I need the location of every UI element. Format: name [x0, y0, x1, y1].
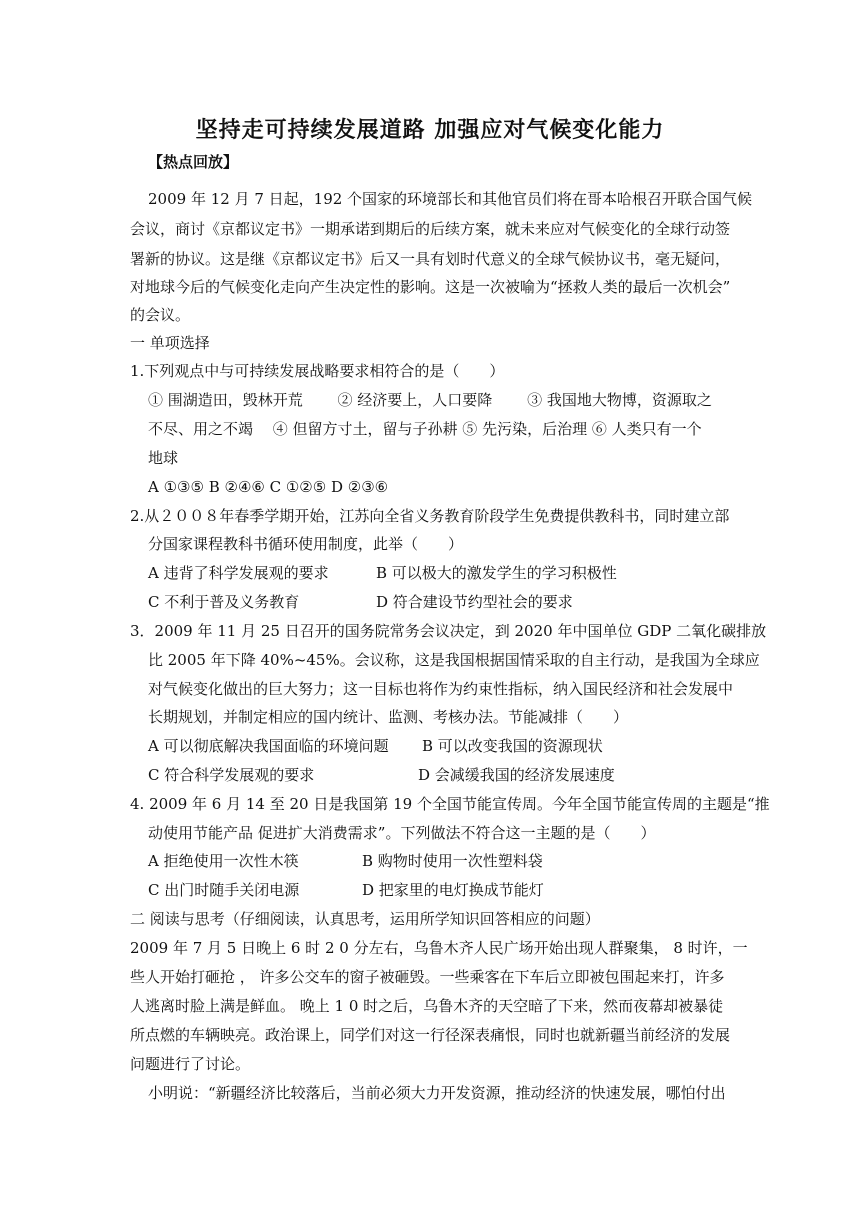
section-label: 【热点回放】	[148, 153, 239, 171]
reading-line: 些人开始打砸抢 ， 许多公交车的窗子被砸毁。一些乘客在下车后立即被包围起来打，许多	[130, 968, 725, 986]
intro-line: 2009 年 12 月 7 日起，192 个国家的环境部长和其他官员们将在哥本哈根召开联合国气候	[148, 190, 753, 208]
question-2-stem: 2.从２００８年春季学期开始，江苏向全省义务教育阶段学生免费提供教科书，同时建立部	[130, 507, 730, 525]
question-1-body: ① 围湖造田，毁林开荒 ② 经济要上，人口要降 ③ 我国地大物博，资源取之	[148, 391, 712, 409]
question-3-line: 3．2009 年 11 月 25 日召开的国务院常务会议决定，到 2020 年中国单位 GDP 二氧化碳排放	[130, 622, 767, 640]
part2-heading: 二 阅读与思考（仔细阅读，认真思考，运用所学知识回答相应的问题）	[130, 910, 600, 928]
question-2-stem: 分国家课程教科书循环使用制度，此举（ ）	[148, 535, 464, 553]
question-3-option-a: A 可以彻底解决我国面临的环境问题	[148, 737, 389, 755]
question-2-option-b: B 可以极大的激发学生的学习积极性	[376, 564, 617, 582]
question-3-line: 比 2005 年下降 40%~45%。会议称，这是我国根据国情采取的自主行动，是我国为全球应	[148, 651, 760, 669]
reading-line: 人逃离时脸上满是鲜血。 晚上 1 0 时之后，乌鲁木齐的天空暗了下来，然而夜幕却被暴徒	[130, 997, 724, 1015]
question-4-stem: 4. 2009 年 6 月 14 至 20 日是我国第 19 个全国节能宣传周。今年全国节能宣传周的主题是“推	[130, 795, 770, 813]
question-4-option-b: B 购物时使用一次性塑料袋	[362, 852, 543, 870]
question-1-options: A ①③⑤ B ②④⑥ C ①②⑤ D ②③⑥	[148, 478, 389, 496]
page-title: 坚持走可持续发展道路 加强应对气候变化能力	[195, 118, 665, 143]
question-4-option-c: C 出门时随手关闭电源	[148, 881, 300, 899]
question-1-stem: 1.下列观点中与可持续发展战略要求相符合的是（ ）	[130, 362, 505, 380]
question-2-option-d: D 符合建设节约型社会的要求	[376, 593, 573, 611]
intro-line: 的会议。	[130, 306, 191, 324]
part1-heading: 一 单项选择	[130, 334, 210, 352]
question-4-option-d: D 把家里的电灯换成节能灯	[362, 881, 544, 899]
question-3-option-d: D 会减缓我国的经济发展速度	[418, 766, 615, 784]
question-4-option-a: A 拒绝使用一次性木筷	[148, 852, 299, 870]
question-2-option-a: A 违背了科学发展观的要求	[148, 564, 329, 582]
reading-line: 2009 年 7 月 5 日晚上 6 时 2 0 分左右，乌鲁木齐人民广场开始出现人群聚集， 8 时许，一	[130, 939, 748, 957]
intro-line: 署新的协议。这是继《京都议定书》后又一具有划时代意义的全球气候协议书，毫无疑问，	[130, 250, 731, 268]
intro-line: 会议，商讨《京都议定书》一期承诺到期后的后续方案，就未来应对气候变化的全球行动签	[130, 220, 731, 238]
question-2-option-c: C 不利于普及义务教育	[148, 593, 300, 611]
question-4-stem: 动使用节能产品 促进扩大消费需求”。下列做法不符合这一主题的是（ ）	[148, 824, 656, 842]
question-1-body: 不尽、用之不竭 ④ 但留方寸土，留与子孙耕 ⑤ 先污染，后治理 ⑥ 人类只有一个	[148, 420, 702, 438]
intro-line: 对地球今后的气候变化走向产生决定性的影响。这是一次被喻为“拯救人类的最后一次机会”	[130, 278, 731, 296]
question-1-body: 地球	[148, 449, 179, 467]
question-3-option-c: C 符合科学发展观的要求	[148, 766, 315, 784]
question-3-line: 长期规划，并制定相应的国内统计、监测、考核办法。节能减排（ ）	[148, 708, 629, 726]
question-3-option-b: B 可以改变我国的资源现状	[422, 737, 603, 755]
question-3-line: 对气候变化做出的巨大努力；这一目标也将作为约束性指标，纳入国民经济和社会发展中	[148, 680, 734, 698]
reading-line: 所点燃的车辆映亮。政治课上，同学们对这一行径深表痛恨，同时也就新疆当前经济的发展	[130, 1026, 731, 1044]
reading-line: 问题进行了讨论。	[130, 1055, 251, 1073]
discussion-line: 小明说：“新疆经济比较落后，当前必须大力开发资源，推动经济的快速发展，哪怕付出	[148, 1084, 726, 1102]
